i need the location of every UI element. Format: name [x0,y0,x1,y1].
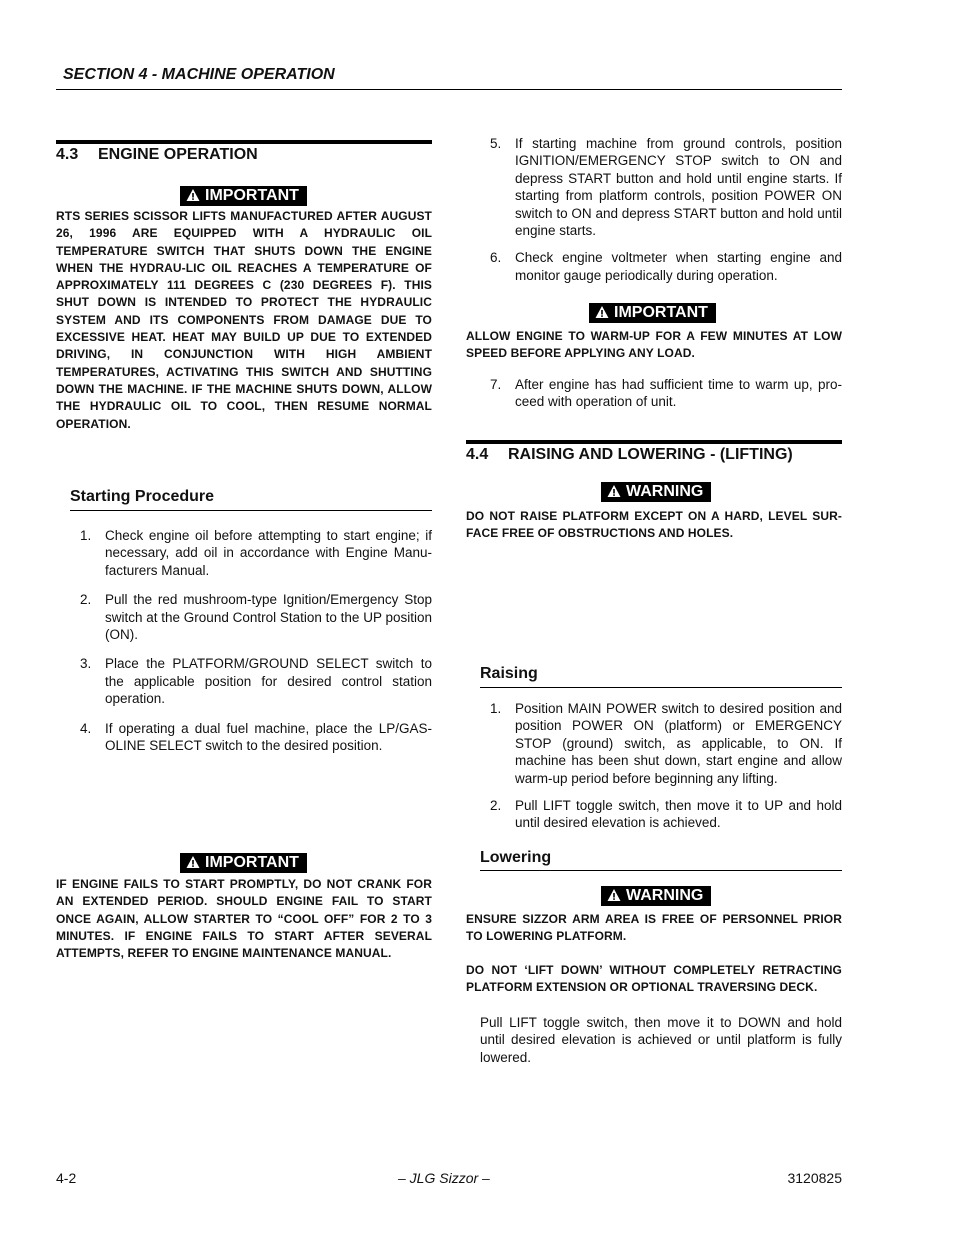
warning-text: DO NOT ‘LIFT DOWN’ WITHOUT COMPLETELY RETRACTING PLATFORM EXTENSION OR OPTIONAL TRAVERSING DECK. [466,963,842,995]
lowering-heading: Lowering [480,849,552,866]
header-rule [56,89,842,90]
warning-label: WARNING [626,887,704,904]
heading-rule [70,510,432,511]
lowering-text: Pull LIFT toggle switch, then move it to DOWN and hold until desired elevation is achieved or until platform is fully lowered. [480,1015,842,1065]
important-text: ALLOW ENGINE TO WARM-UP FOR A FEW MINUTES AT LOW SPEED BEFORE APPLYING ANY LOAD. [466,329,842,361]
important-badge [180,186,307,206]
step-7 [490,376,842,423]
warning-label: WARNING [626,483,704,500]
warning-triangle-icon [186,188,200,208]
list-item: 5. If starting machine from ground controls, position IGNITION/EMERGENCY STOP switch to ON and depress START button and hold until engine starts. If starting from platform controls, position POWER ON switch to ON and depress START button and hold until engine starts. [490,136,842,239]
section-4-3-bar [56,140,432,144]
page-number: 4-2 [56,1170,77,1186]
heading-rule [480,687,842,688]
doc-number: 3120825 [787,1170,842,1186]
warning-triangle-icon [595,305,609,325]
warning-triangle-icon [607,888,621,908]
starting-steps-continued [490,135,842,296]
important-label: IMPORTANT [205,854,299,871]
important-label: IMPORTANT [205,187,299,204]
section-4-4-bar [466,440,842,444]
list-item: 7. After engine has had sufficient time to warm up, pro-ceed with operation of unit. [490,377,842,410]
important-text: IF ENGINE FAILS TO START PROMPTLY, DO NOT CRANK FOR AN EXTENDED PERIOD. SHOULD ENGINE FAIL TO START ONCE AGAIN, ALLOW STARTER TO “COOL OFF” FOR 2 TO 3 MINUTES. IF ENGINE FAILS TO START AFTER SEVERAL ATTEMPTS, REFER TO ENGINE MAINTENANCE MANUAL. [56,877,432,961]
list-item: 2. Pull the red mushroom-type Ignition/Emergency Stop switch at the Ground Control Station to the UP position (ON). [80,592,432,643]
list-item: 1. Position MAIN POWER switch to desired position and position POWER ON (platform) or EMERGENCY STOP (ground) switch, as applicable, to ON. If machine has been shut down, start engine and allow warm-up period before beginning any lifting. [490,701,842,786]
list-item: 6. Check engine voltmeter when starting engine and monitor gauge periodically during operation. [490,250,842,283]
section-number: 4.4 [466,446,489,463]
raising-steps [490,700,842,844]
important-label: IMPORTANT [614,304,708,321]
section-header: SECTION 4 - MACHINE OPERATION [63,66,335,83]
warning-text: DO NOT RAISE PLATFORM EXCEPT ON A HARD, LEVEL SUR-FACE FREE OF OBSTRUCTIONS AND HOLES. [466,509,842,541]
warning-badge [601,482,711,502]
list-item: 3. Place the PLATFORM/GROUND SELECT switch to the applicable position for desired control station operation. [80,656,432,707]
warning-triangle-icon [607,484,621,504]
raising-heading: Raising [480,665,538,682]
section-title: ENGINE OPERATION [98,146,258,163]
warning-triangle-icon [186,855,200,875]
section-number: 4.3 [56,146,79,163]
footer-title: – JLG Sizzor – [398,1170,490,1186]
section-4-4-heading [466,446,793,464]
important-badge [180,853,307,873]
section-4-3-heading [56,146,258,164]
warning-badge [601,886,711,906]
starting-procedure-heading: Starting Procedure [70,488,215,505]
important-text: RTS SERIES SCISSOR LIFTS MANUFACTURED AFTER AUGUST 26, 1996 ARE EQUIPPED WITH A HYDRAULIC OIL TEMPERATURE SWITCH THAT SHUTS DOWN THE ENGINE WHEN THE HYDRAU-LIC OIL REACHES A TEMPERATURE OF APPROXIMATELY 111 DEGREES C (230 DEGREES F). THIS SHUT DOWN IS INTENDED TO PROTECT THE HYDRAULIC SYSTEM AND ITS COMPONENTS FROM DAMAGE DUE TO EXCESSIVE HEAT. HEAT MAY BUILD UP DUE TO EXTENDED DRIVING, IN CONJUNCTION WITH HIGH AMBIENT TEMPERATURES, ACTIVATING THIS SWITCH AND SHUTTING DOWN THE MACHINE. IF THE MACHINE SHUTS DOWN, ALLOW THE HYDRAULIC OIL TO COOL, THEN RESUME NORMAL OPERATION. [56,209,432,431]
section-title: RAISING AND LOWERING - (LIFTING) [508,446,793,463]
list-item: 1. Check engine oil before attempting to start engine; if necessary, add oil in accordance with Engine Manu-facturers Manual. [80,528,432,578]
starting-steps [80,527,432,766]
list-item: 4. If operating a dual fuel machine, place the LP/GAS-OLINE SELECT switch to the desired position. [80,720,432,754]
list-item: 2. Pull LIFT toggle switch, then move it to UP and hold until desired elevation is achieved. [490,798,842,831]
warning-text: ENSURE SIZZOR ARM AREA IS FREE OF PERSONNEL PRIOR TO LOWERING PLATFORM. [466,912,842,944]
heading-rule [480,870,842,871]
important-badge [589,303,716,323]
